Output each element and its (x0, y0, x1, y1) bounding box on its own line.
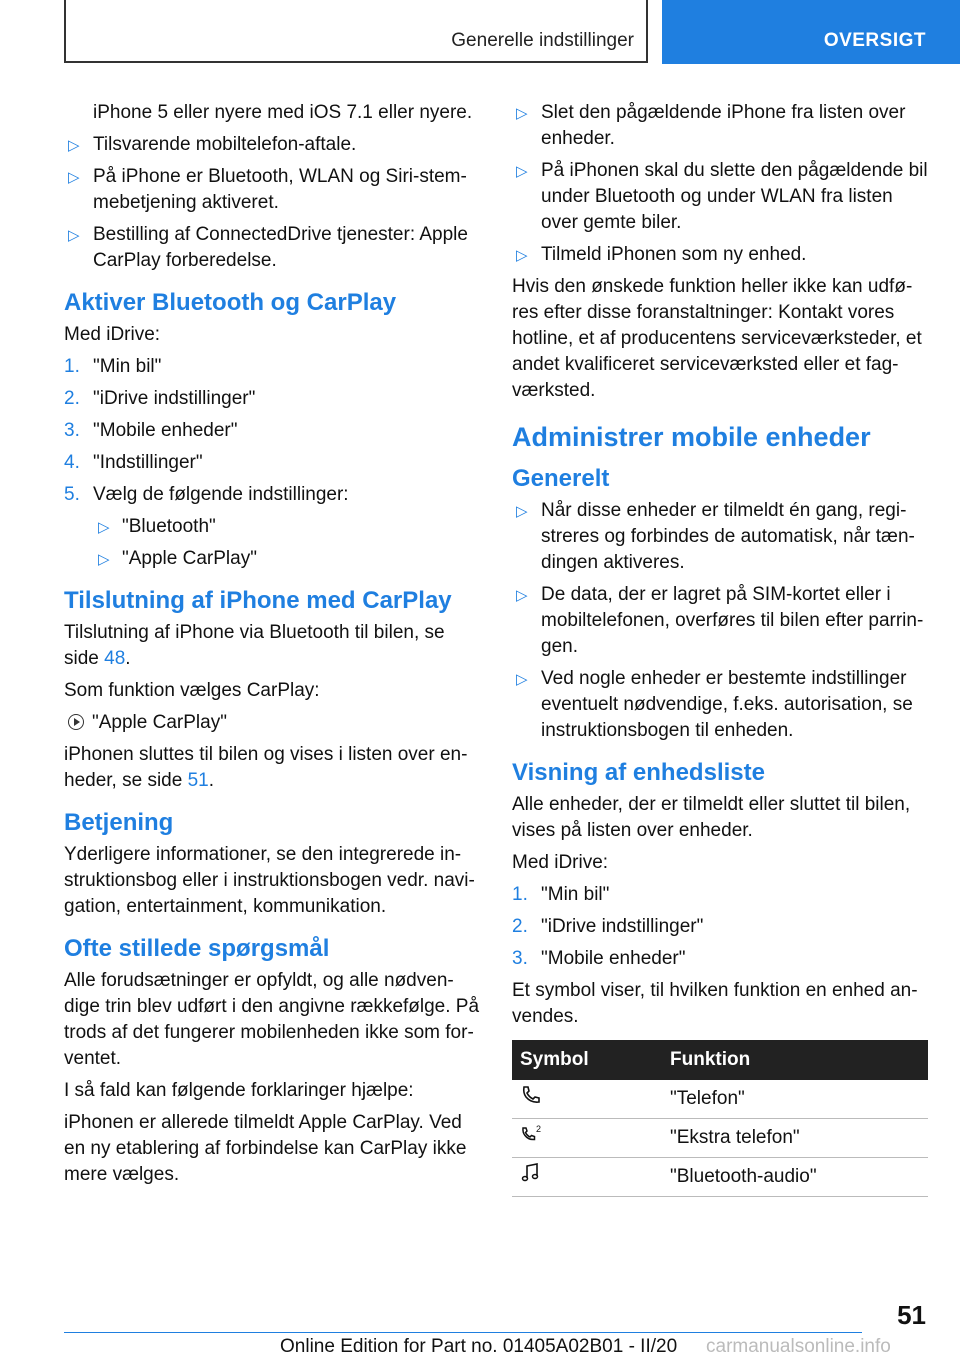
triangle-bullet-icon: ▷ (516, 671, 528, 688)
column-header-function: Funktion (662, 1040, 928, 1080)
triangle-bullet-icon: ▷ (516, 503, 528, 520)
with-idrive-label: Med iDrive: (512, 852, 609, 873)
faq-text: I så fald kan følgende forklaringer hjælpe: (64, 1080, 414, 1101)
connect-text: Tilslutning af iPhone via Bluetooth til bilen, se side 48. (64, 622, 445, 669)
step-item: 1. "Min bil" (512, 884, 610, 905)
faq-text: Alle forudsætninger er opfyldt, og alle nødvendige trin blev udført i den angivne rækkefølge. På trods af det fungerer mobilenheden ikke som forventet. (64, 970, 480, 1069)
section-title: Generelle indstillinger (451, 30, 634, 51)
play-circle-icon (68, 714, 84, 730)
column-header-symbol: Symbol (512, 1040, 662, 1080)
header-section-box (64, 0, 648, 63)
triangle-bullet-icon: ▷ (516, 247, 528, 264)
right-column (512, 100, 928, 1197)
music-note-icon (520, 1162, 542, 1184)
list-item: ▷ Bestilling af ConnectedDrive tjenester: Apple CarPlay forberedelse. (68, 224, 468, 271)
symbol-text: Et symbol viser, til hvilken funktion en enhed anvendes. (512, 980, 918, 1027)
triangle-bullet-icon: ▷ (68, 137, 80, 154)
sub-list-item: ▷ "Bluetooth" (64, 514, 480, 540)
function-text: Som funktion vælges CarPlay: (64, 680, 320, 701)
watermark: carmanualsonline.info (706, 1336, 891, 1357)
page-link[interactable]: 48 (104, 648, 126, 669)
step-item: 2. "iDrive indstillinger" (512, 916, 704, 937)
table-row (512, 1119, 928, 1158)
step-item: 3. "Mobile enheder" (64, 420, 238, 441)
heading-connect: Tilslutning af iPhone med CarPlay (64, 587, 452, 614)
step-item: 2. "iDrive indstillinger" (64, 388, 256, 409)
left-column (64, 100, 480, 1194)
list-item: ▷ På iPhone er Bluetooth, WLAN og Siri-stemmebetjening aktiveret. (68, 166, 467, 213)
heading-activate: Aktiver Bluetooth og CarPlay (64, 289, 397, 316)
triangle-bullet-icon: ▷ (516, 163, 528, 180)
connected-text: iPhonen sluttes til bilen og vises i listen over enheder, se side 51. (64, 744, 468, 791)
edition-text: Online Edition for Part no. 01405A02B01 - II/20 (280, 1336, 678, 1357)
page-link[interactable]: 51 (187, 770, 209, 791)
svg-text:2: 2 (536, 1124, 542, 1134)
triangle-bullet-icon: ▷ (68, 169, 80, 186)
heading-operation: Betjening (64, 809, 174, 836)
triangle-bullet-icon: ▷ (516, 587, 528, 604)
table-header-row (512, 1040, 928, 1080)
heading-faq: Ofte stillede spørgsmål (64, 935, 330, 962)
table-row (512, 1158, 928, 1197)
function-item: "Apple CarPlay" (64, 710, 480, 736)
heading-list: Visning af enhedsliste (512, 759, 765, 786)
step-item: 1. "Min bil" (64, 356, 162, 377)
symbol-table (512, 1040, 928, 1197)
step-item: 4. "Indstillinger" (64, 452, 203, 473)
list-item: ▷ Ved nogle enheder er bestemte indstillinger eventuelt nødvendige, f.eks. autorisation, se instruktionsbogen til enheden. (516, 668, 913, 741)
heading-manage: Administrer mobile enheder (512, 422, 871, 452)
phone-icon (520, 1084, 542, 1106)
list-text: Alle enheder, der er tilmeldt eller sluttet til bilen, vises på listen over enheder. (512, 794, 911, 841)
operation-text: Yderligere informationer, se den integrerede instruktionsbog eller i instruktionsbogen vedr. navigation, entertainment, kommunikation. (64, 844, 475, 917)
table-row (512, 1080, 928, 1119)
page-number: 51 (897, 1300, 926, 1330)
function-cell: "Bluetooth-audio" (662, 1158, 928, 1197)
second-phone-icon (520, 1123, 544, 1145)
step-item: 3. "Mobile enheder" (512, 948, 686, 969)
tab-label: OVERSIGT (823, 30, 926, 51)
fallback-text: Hvis den ønskede funktion heller ikke kan udføres efter disse foranstaltninger: Kontakt vores hotline, et af producentens serviceværksteder, et andet kvalificeret serviceværksted eller et fagværksted. (512, 276, 922, 401)
heading-general: Generelt (512, 465, 610, 492)
list-item: ▷ De data, der er lagret på SIM-kortet eller i mobiltelefonen, overføres til bilen efter parringen. (516, 584, 924, 657)
function-cell: "Ekstra telefon" (662, 1119, 928, 1158)
faq-text: iPhonen er allerede tilmeldt Apple CarPlay. Ved en ny etablering af forbindelse kan CarPlay ikke mere vælges. (64, 1112, 467, 1185)
list-item: ▷ Slet den pågældende iPhone fra listen over enheder. (516, 102, 906, 149)
with-idrive-label: Med iDrive: (64, 324, 161, 345)
sub-list-item: ▷ "Apple CarPlay" (64, 546, 480, 572)
list-item: ▷ På iPhonen skal du slette den pågældende bil under Bluetooth og under WLAN fra listen over gemte biler. (516, 160, 928, 233)
step-item: 5. Vælg de følgende indstillinger: (64, 484, 349, 505)
triangle-bullet-icon: ▷ (68, 227, 80, 244)
list-item: ▷ Tilsvarende mobiltelefon-aftale. (64, 132, 480, 158)
footer-divider (64, 1332, 862, 1333)
list-item: ▷ Når disse enheder er tilmeldt én gang, registreres og forbindes de automatisk, når tændingen aktiveres. (516, 500, 915, 573)
function-cell: "Telefon" (662, 1080, 928, 1119)
intro-continuation: iPhone 5 eller nyere med iOS 7.1 eller nyere. (93, 102, 473, 123)
triangle-bullet-icon: ▷ (98, 551, 110, 568)
triangle-bullet-icon: ▷ (98, 519, 110, 536)
list-item: ▷ Tilmeld iPhonen som ny enhed. (512, 242, 928, 268)
triangle-bullet-icon: ▷ (516, 105, 528, 122)
header-tab[interactable] (662, 0, 960, 64)
